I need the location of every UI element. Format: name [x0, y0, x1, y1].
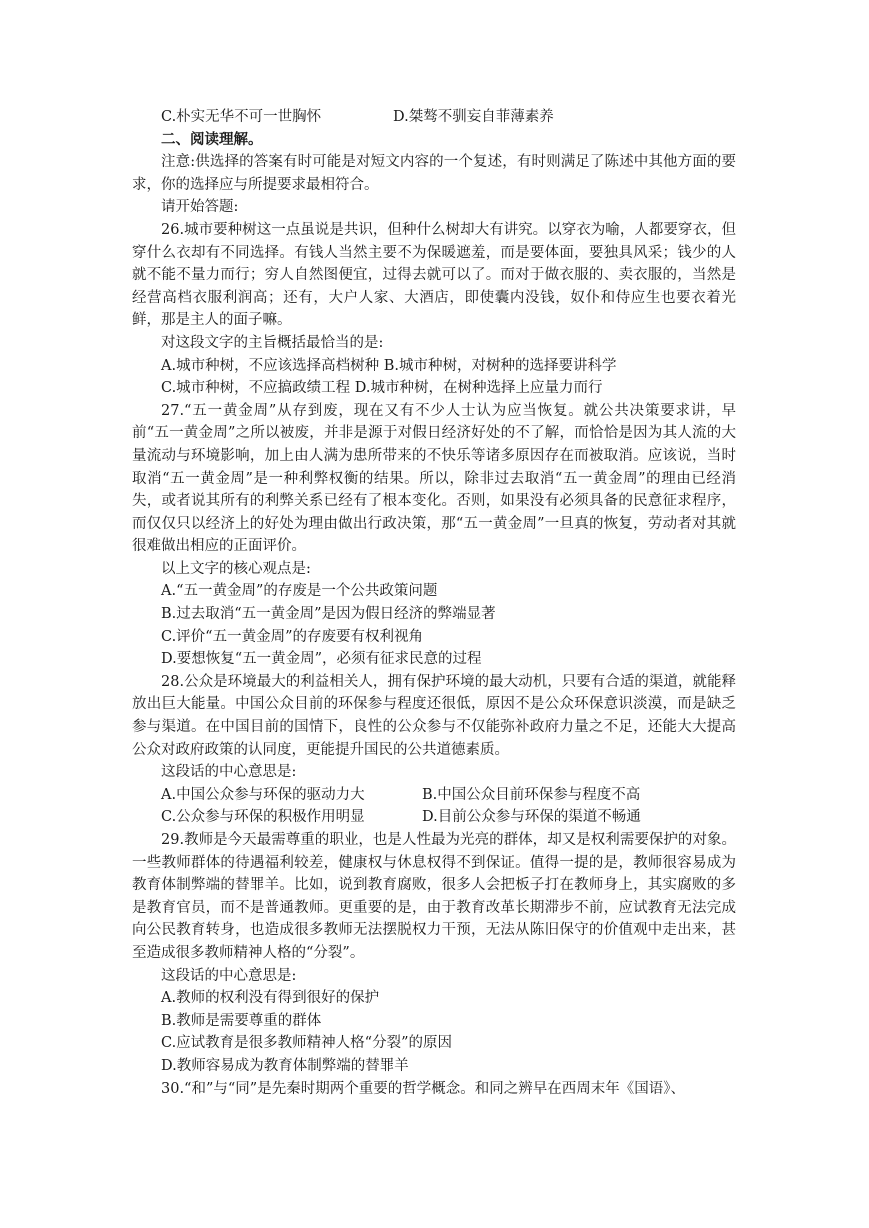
q30-passage: 30.“和”与“同”是先秦时期两个重要的哲学概念。和同之辨早在西周末年《国语》、: [161, 1080, 685, 1097]
q28-passage: 28.公众是环境最大的利益相关人，拥有保护环境的最大动机，只要有合适的渠道，就能释放出巨大能量。中国公众目前的环保参与程度还很低，原因不是公众环保意识淡漠，而是缺乏参与渠道。在中国目前的国情下，良性的公众参与不仅能弥补政府力量之不足，还能大大提高公众对政府政策的认同度，更能提升国民的公共道德素质。: [132, 673, 736, 758]
q27-option-a: A.“五一黄金周”的存废是一个公共政策问题: [161, 583, 438, 600]
q29-option-a: A.教师的权利没有得到很好的保护: [161, 990, 380, 1007]
q27-option-b: B.过去取消“五一黄金周”是因为假日经济的弊端显著: [161, 606, 496, 623]
q27-question: 以上文字的核心观点是:: [161, 560, 311, 577]
q28-option-c: C.公众参与环保的积极作用明显: [161, 809, 365, 826]
q29-option-b: B.教师是需要尊重的群体: [161, 1012, 322, 1029]
q26-options-line2: C.城市种树，不应搞政绩工程 D.城市种树，在树种选择上应量力而行: [161, 380, 603, 397]
section-title: 二、阅读理解。: [161, 130, 263, 148]
q29-option-d: D.教师容易成为教育体制弊端的替罪羊: [161, 1057, 409, 1074]
q28-options-row2: [132, 806, 736, 829]
top-option-d: D.桀骜不驯妄自菲薄素养: [393, 109, 554, 125]
start-prompt: 请开始答题:: [161, 199, 239, 216]
q26-options-line1: A.城市种树，不应该选择高档树种 B.城市种树，对树种的选择要讲科学: [161, 357, 617, 374]
q27-option-d: D.要想恢复“五一黄金周”，必须有征求民意的过程: [161, 651, 482, 668]
q28-option-a: A.中国公众参与环保的驱动力大: [161, 786, 365, 803]
q28-options-row1: [132, 784, 736, 807]
notice-text: 注意:供选择的答案有时可能是对短文内容的一个复述，有时则满足了陈述中其他方面的要求，你的选择应与所提要求最相符合。: [132, 154, 736, 193]
q27-passage: 27.“五一黄金周”从存到废，现在又有不少人士认为应当恢复。就公共决策要求讲，早前“五一黄金周”之所以被废，并非是源于对假日经济好处的不了解，而恰恰是因为其人流的大量流动与环境影响，加上由人满为患所带来的不快乐等诸多原因存在而被取消。应该说，当时取消“五一黄金周”是一种利弊权衡的结果。所以，除非过去取消“五一黄金周”的理由已经消失，或者说其所有的利弊关系已经有了根本变化。否则，如果没有必须具备的民意征求程序，而仅仅只以经济上的好处为理由做出行政决策，那“五一黄金周”一旦真的恢复，劳动者对其就很难做出相应的正面评价。: [132, 402, 736, 555]
q26-passage: 26.城市要种树这一点虽说是共识，但种什么树却大有讲究。以穿衣为喻，人都要穿衣，但穿什么衣却有不同选择。有钱人当然主要不为保暖遮羞，而是要体面，要独具风采；钱少的人就不能不量力而行；穷人自然图便宜，过得去就可以了。而对于做衣服的、卖衣服的，当然是经营高档衣服利润高；还有，大户人家、大酒店，即使囊内没钱，奴仆和侍应生也要衣着光鲜，那是主人的面子嘛。: [132, 221, 736, 329]
document-body: [132, 106, 736, 1100]
q26-question: 对这段文字的主旨概括最恰当的是:: [161, 334, 384, 351]
q29-passage: 29.教师是今天最需尊重的职业，也是人性最为光亮的群体，却又是权利需要保护的对象。一些教师群体的待遇福利较差，健康权与休息权得不到保证。值得一提的是，教师很容易成为教育体制弊端的替罪羊。比如，说到教育腐败，很多人会把板子打在教师身上，其实腐败的多是教育官员，而不是普通教师。更重要的是，由于教育改革长期滞步不前，应试教育无法完成向公民教育转身，也造成很多教师无法摆脱权力干预，无法从陈旧保守的价值观中走出来，甚至造成很多教师精神人格的“分裂”。: [132, 832, 736, 961]
top-option-c: C.朴实无华不可一世胸怀: [161, 109, 322, 125]
q27-option-c: C.评价“五一黄金周”的存废要有权利视角: [161, 628, 424, 645]
q29-option-c: C.应试教育是很多教师精神人格“分裂”的原因: [161, 1035, 453, 1052]
q28-question: 这段话的中心意思是:: [161, 764, 297, 781]
top-options-row: [132, 106, 736, 129]
q28-option-b: B.中国公众目前环保参与程度不高: [422, 786, 641, 803]
q29-question: 这段话的中心意思是:: [161, 967, 297, 984]
q28-option-d: D.目前公众参与环保的渠道不畅通: [422, 809, 641, 826]
